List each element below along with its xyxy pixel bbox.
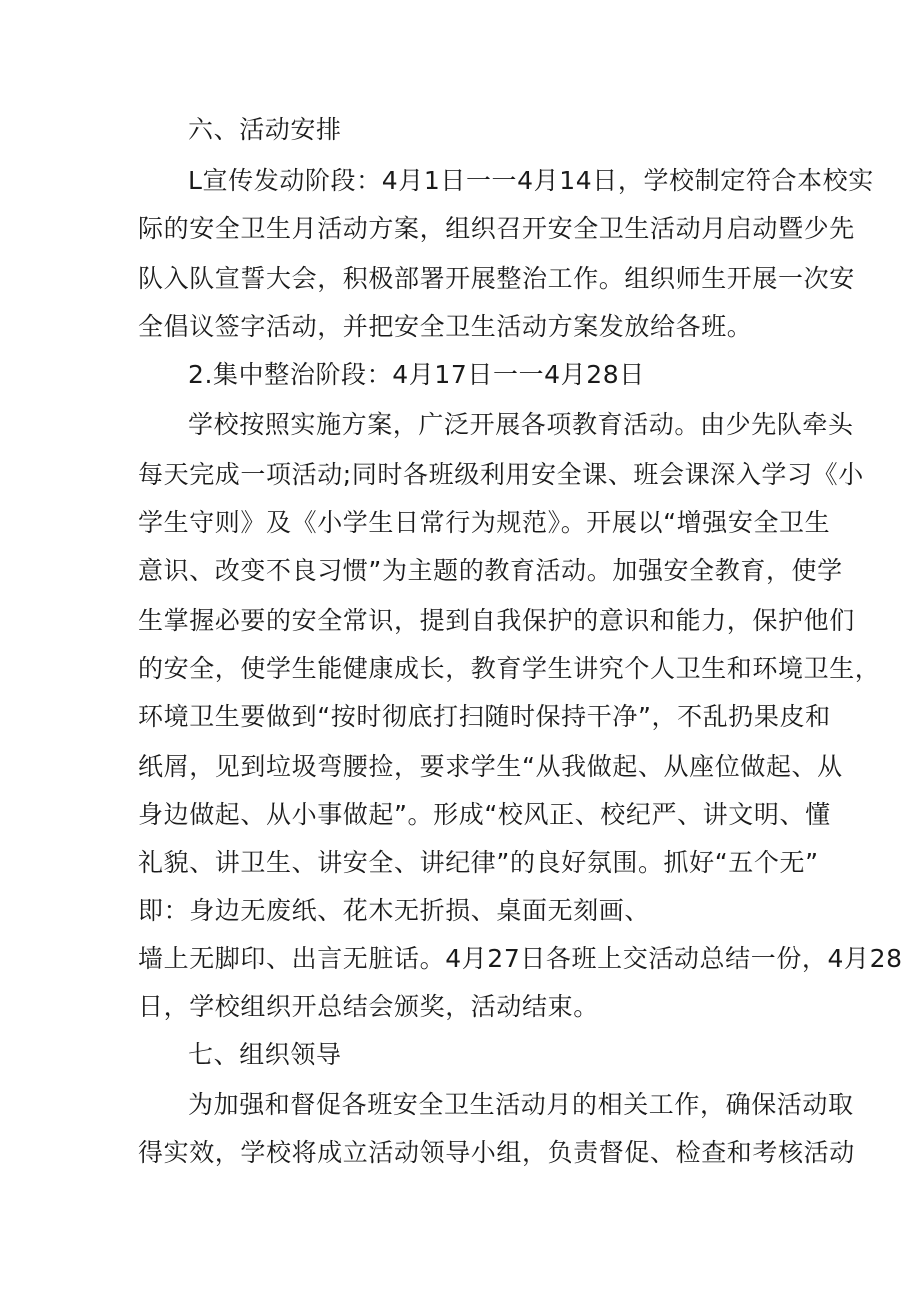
stage-subheading: 2.集中整治阶段：4月17日一一4月28日 (188, 360, 645, 389)
paragraph-line: 际的安全卫生月活动方案，组织召开安全卫生活动月启动暨少先 (138, 214, 855, 243)
paragraph-line: 学校按照实施方案，广泛开展各项教育活动。由少先队牵头 (188, 410, 854, 439)
paragraph-line: 生掌握必要的安全常识，提到自我保护的意识和能力，保护他们 (138, 606, 855, 635)
section-heading-organization: 七、组织领导 (188, 1040, 342, 1069)
paragraph-line: 即：身边无废纸、花木无折损、桌面无刻画、 (138, 896, 651, 925)
paragraph-line: 意识、改变不良习惯”为主题的教育活动。加强安全教育，使学 (138, 556, 843, 585)
paragraph-line: L宣传发动阶段：4月1日一一4月14日，学校制定符合本校实 (188, 166, 874, 195)
section-heading-activity-schedule: 六、活动安排 (188, 115, 342, 144)
paragraph-line: 纸屑，见到垃圾弯腰捡，要求学生“从我做起、从座位做起、从 (138, 752, 843, 781)
paragraph-line: 为加强和督促各班安全卫生活动月的相关工作，确保活动取 (188, 1090, 854, 1119)
paragraph-line: 日，学校组织开总结会颁奖，活动结束。 (138, 992, 599, 1021)
paragraph-line: 全倡议签字活动，并把安全卫生活动方案发放给各班。 (138, 312, 753, 341)
paragraph-line: 队入队宣誓大会，积极部署开展整治工作。组织师生开展一次安 (138, 264, 855, 293)
paragraph-line: 礼貌、讲卫生、讲安全、讲纪律”的良好氛围。抓好“五个无” (138, 848, 819, 877)
paragraph-line: 学生守则》及《小学生日常行为规范》。开展以“增强安全卫生 (138, 508, 831, 537)
paragraph-line: 每天完成一项活动;同时各班级利用安全课、班会课深入学习《小 (138, 460, 864, 489)
paragraph-line: 的安全，使学生能健康成长，教育学生讲究个人卫生和环境卫生， (138, 654, 881, 683)
paragraph-line: 环境卫生要做到“按时彻底打扫随时保持干净”，不乱扔果皮和 (138, 702, 831, 731)
paragraph-line: 墙上无脚印、出言无脏话。4月27日各班上交活动总结一份，4月28 (138, 944, 903, 973)
paragraph-line: 得实效，学校将成立活动领导小组，负责督促、检查和考核活动 (138, 1138, 855, 1167)
paragraph-line: 身边做起、从小事做起”。形成“校风正、校纪严、讲文明、懂 (138, 800, 831, 829)
